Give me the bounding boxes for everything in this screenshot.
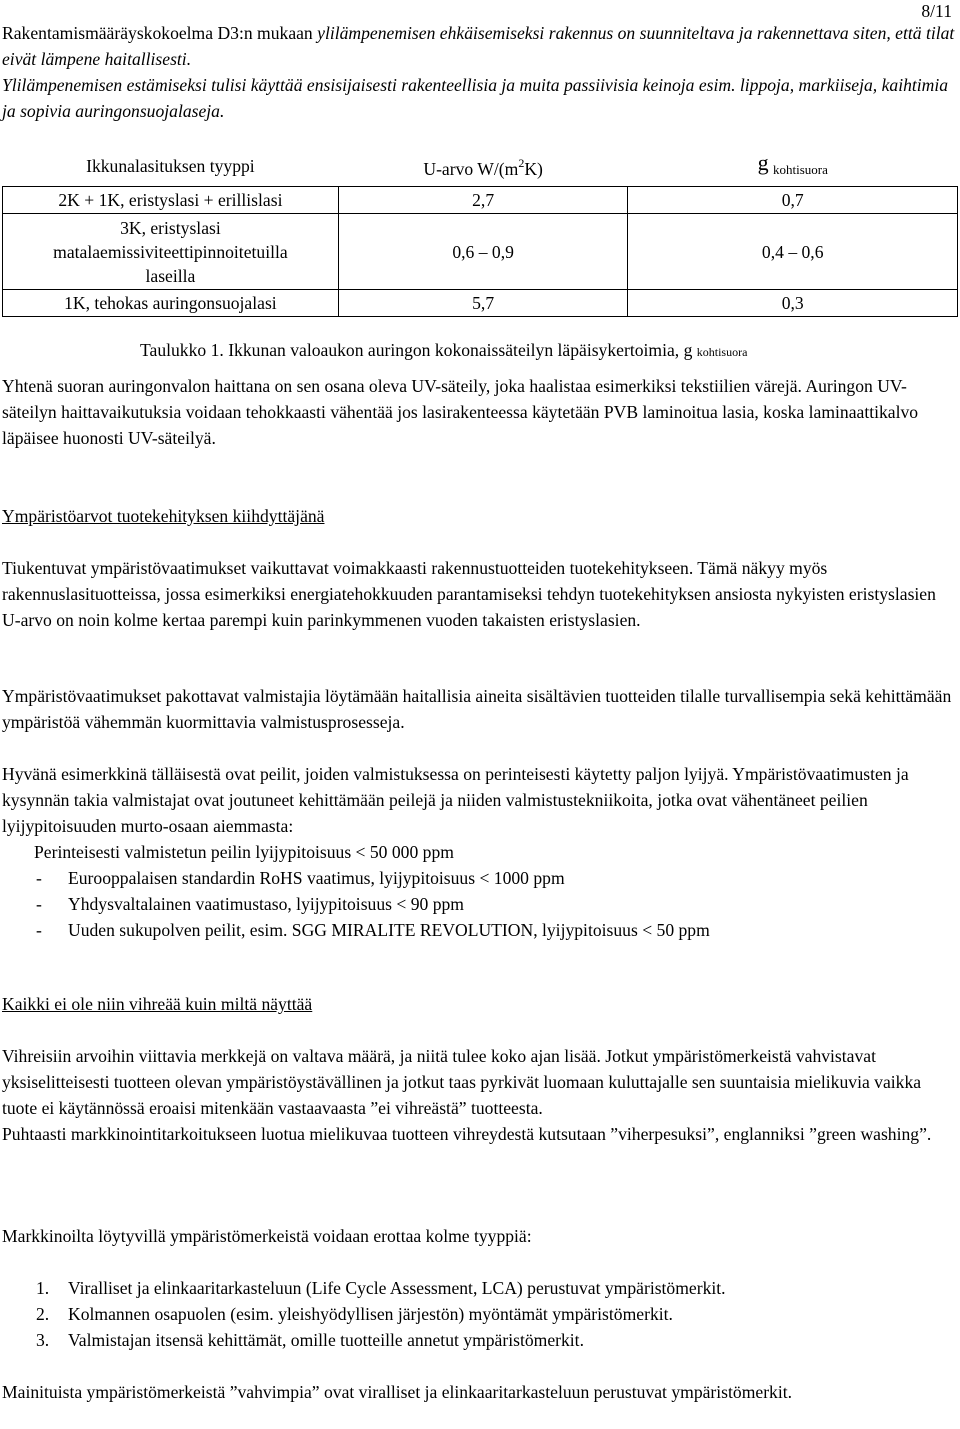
list-item: - Uuden sukupolven peilit, esim. SGG MIRALITE REVOLUTION, lyijypitoisuus < 50 ppm <box>36 920 710 940</box>
list-item: 2. Kolmannen osapuolen (esim. yleishyödyllisen järjestön) myöntämät ympäristömerkit. <box>36 1304 673 1324</box>
list-item: - Yhdysvaltalainen vaatimustaso, lyijypitoisuus < 90 ppm <box>36 894 464 914</box>
section2-paragraph-2: Puhtaasti markkinointitarkoitukseen luotua mielikuvaa tuotteen vihreydestä kutsutaan ”viherpesuksi”, englanniksi ”green washing”. <box>2 1124 932 1144</box>
list-item: 1. Viralliset ja elinkaaritarkasteluun (Life Cycle Assessment, LCA) perustuvat ympäristömerkit. <box>36 1278 726 1298</box>
section1-paragraph-3: Hyvänä esimerkkinä tälläisestä ovat peilit, joiden valmistuksessa on perinteisesti käytetty paljon lyijyä. Ympäristövaatimusten ja kysynnän takia valmistajat ovat joutuneet kehittämään peilejä ja niiden valmistustekniikoita, jotka ovat vähentäneet peilien lyijypitoisuuden murto-osaan aiemmasta: Perinteisesti valmistetun peilin lyijypitoisuus < 50 000 ppm - Eurooppalaisen standardin RoHS vaatimus, lyijypitoisuus < 1000 ppm - Yhdysvaltalainen vaatimustaso, lyijypitoisuus < 90 ppm - Uuden sukupolven peilit, esim. SGG MIRALITE REVOLUTION, lyijypitoisuus < 50 ppm <box>2 761 956 943</box>
intro-paragraph <box>2 20 956 124</box>
section2-paragraph-4: Mainituista ympäristömerkeistä ”vahvimpia” ovat viralliset ja elinkaaritarkasteluun perustuvat ympäristömerkit. <box>2 1382 793 1402</box>
section2-paragraph-1: Vihreisiin arvoihin viittavia merkkejä on valtava määrä, ja niitä tulee koko ajan lisää. Jotkut ympäristömerkeistä vahvistavat yksiselitteisesti tuotteen olevan ympäristöystävällinen ja jotkut taas pyrkivät luomaan kuluttajalle sen suuntaisia mielikuvia vaikka tuote ei käytännössä eroaisi mitenkään vastaavaasta ”ei vihreästä” tuotteesta. Puhtaasti markkinointitarkoitukseen luotua mielikuvaa tuotteen vihreydestä kutsutaan ”viherpesuksi”, englanniksi ”green washing”. <box>2 1043 956 1147</box>
cell-u-value: 5,7 <box>338 290 628 317</box>
cell-type: 1K, tehokas auringonsuojalasi <box>3 290 339 317</box>
table-row <box>3 214 958 290</box>
section1-paragraph-1: Tiukentuvat ympäristövaatimukset vaikuttavat voimakkaasti rakennustuotteiden tuotekehitykseen. Tämä näkyy myös rakennuslasituotteissa, jossa esimerkiksi energiatehokkuuden parantamiseksi tehdyn tuotekehityksen ansiosta nykyisten eristyslasien U-arvo on noin kolme kertaa parempi kuin parinkymmenen vuoden takaisten eristyslasien. <box>2 558 936 630</box>
cell-g-value: 0,3 <box>628 290 958 317</box>
label-type-list <box>2 1275 956 1353</box>
section1-paragraph-2: Ympäristövaatimukset pakottavat valmistajia löytämään haitallisia aineita sisältävien tuotteiden tilalle turvallisempia sekä kehittämään ympäristöä vähemmän kuormittavia valmistusprosesseja. <box>2 686 952 732</box>
table-caption: Taulukko 1. Ikkunan valoaukon auringon kokonaissäteilyn läpäisykertoimia, g kohtisuora <box>140 340 748 360</box>
cell-type: 2K + 1K, eristyslasi + erillislasi <box>3 187 339 214</box>
cell-type: 3K, eristyslasi matalaemissiviteettipinnoitetuilla laseilla <box>3 214 339 290</box>
lead-content-list <box>2 839 956 943</box>
list-item: Perinteisesti valmistetun peilin lyijypitoisuus < 50 000 ppm <box>34 842 454 862</box>
list-item: - Eurooppalaisen standardin RoHS vaatimus, lyijypitoisuus < 1000 ppm <box>36 868 565 888</box>
intro-italic-text-2: Ylilämpenemisen estämiseksi tulisi käyttää ensisijaisesti rakenteellisia ja muita passiivisia keinoja esim. lippoja, markiiseja, kaihtimia ja sopivia auringonsuojalaseja. <box>2 75 949 121</box>
table-row <box>3 290 958 317</box>
section-heading-greenwashing: Kaikki ei ole niin vihreää kuin miltä näyttää <box>2 994 313 1014</box>
section2-paragraph-3: Markkinoilta löytyvillä ympäristömerkeistä voidaan erottaa kolme tyyppiä: <box>2 1226 532 1246</box>
table-header-row <box>3 146 958 187</box>
cell-u-value: 2,7 <box>338 187 628 214</box>
uv-paragraph: Yhtenä suoran auringonvalon haittana on sen osana oleva UV-säteily, joka haalistaa esimerkiksi tekstiilien värejä. Auringon UV-säteilyn haittavaikutuksia voidaan tehokkaasti vähentää jos lasirakenteessa käytetään PVB laminoitua lasia, koska laminaattikalvo läpäisee huonosti UV-säteilyä. <box>2 376 919 448</box>
glazing-table <box>2 146 958 317</box>
page-number: 8/11 <box>921 1 952 21</box>
header-g-value: g $_{kohtisuora}$ <box>628 146 958 187</box>
cell-g-value: 0,4 – 0,6 <box>628 214 958 290</box>
intro-italic-text: ylilämpenemisen ehkäisemiseksi rakennus on suunniteltava ja rakennettava siten, että tilat eivät lämpene haitallisesti. <box>2 23 955 69</box>
cell-g-value: 0,7 <box>628 187 958 214</box>
header-glazing-type: Ikkunalasituksen tyyppi <box>3 146 339 187</box>
intro-text: Rakentamismääräyskokoelma D3:n mukaan <box>2 23 318 43</box>
list-item: 3. Valmistajan itsensä kehittämät, omille tuotteille annetut ympäristömerkit. <box>36 1330 584 1350</box>
section-heading-environment: Ympäristöarvot tuotekehityksen kiihdyttäjänä <box>2 506 325 526</box>
table-row <box>3 187 958 214</box>
header-u-value: U-arvo $W/(m^2K)$ <box>338 146 628 187</box>
cell-u-value: 0,6 – 0,9 <box>338 214 628 290</box>
